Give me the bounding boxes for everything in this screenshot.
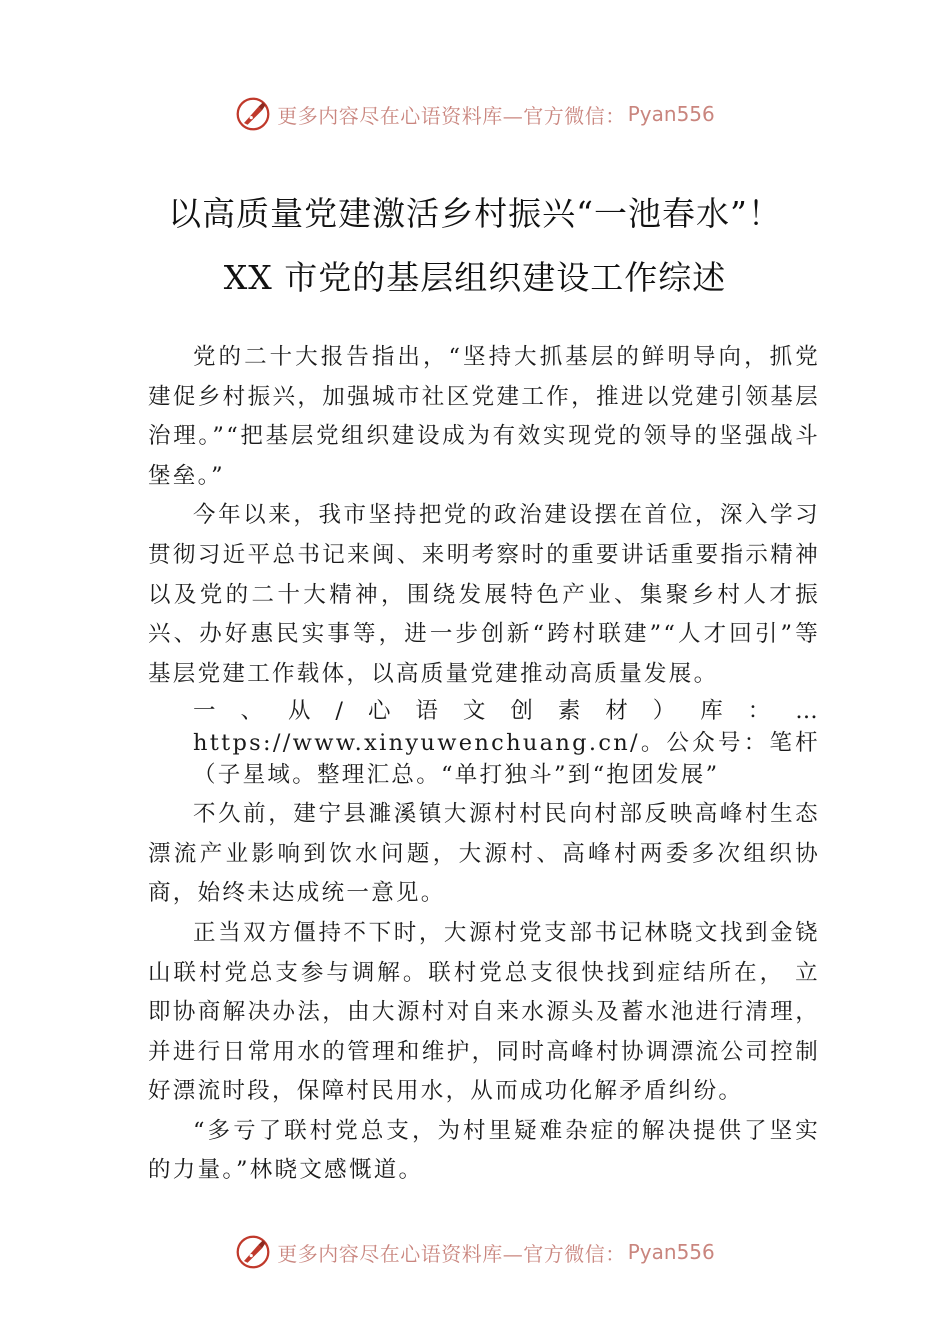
- footer-banner-text: 更多内容尽在心语资料库—官方微信：: [277, 1241, 626, 1266]
- page-title-line-2: XX 市党的基层组织建设工作综述: [223, 258, 727, 297]
- header-banner: [0, 94, 950, 134]
- page-title-line-1: 以高质量党建激活乡村振兴“一池春水”！: [168, 194, 782, 233]
- footer-wechat-id: Pyan556: [627, 1240, 715, 1264]
- footer-banner: [0, 1232, 950, 1272]
- paragraph-1: 党的二十大报告指出，“坚持大抓基层的鲜明导向，抓党建促乡村振兴，加强城市社区党建工作，推进以党建引领基层治理。”“把基层党组织建设成为有效实现党的领导的坚强战斗堡垒。”: [148, 344, 820, 489]
- pen-nib-logo-icon: [235, 1234, 271, 1270]
- paragraph-4: 正当双方僵持不下时，大源村党支部书记林晓文找到金铙山联村党总支参与调解。联村党总支很快找到症结所在， 立即协商解决办法，由大源村对自来水源头及蓄水池进行清理，并进行日常用水的管理和维护，同时高峰村协调漂流公司控制好漂流时段，保障村民用水，从而成功化解矛盾纠纷。: [148, 919, 820, 1105]
- paragraph-3: 不久前，建宁县濉溪镇大源村村民向村部反映高峰村生态漂流产业影响到饮水问题，大源村、高峰村两委多次组织协商，始终未达成统一意见。: [148, 801, 820, 907]
- paragraph-2: 今年以来，我市坚持把党的政治建设摆在首位，深入学习贯彻习近平总书记来闽、来明考察时的重要讲话重要指示精神以及党的二十大精神，围绕发展特色产业、集聚乡村人才振兴、办好惠民实事等，进一步创新“跨村联建”“人才回引”等基层党建工作载体，以高质量党建推动高质量发展。: [148, 502, 820, 687]
- header-wechat-id: Pyan556: [627, 102, 715, 126]
- header-banner-text: 更多内容尽在心语资料库—官方微信：: [277, 103, 626, 128]
- section-heading-1: 一、从/心语文创素材）库：…https://www.xinyuwenchuang.cn/。公众号：笔杆（子星域。整理汇总。“单打独斗”到“抱团发展”: [193, 698, 820, 788]
- paragraph-5: “多亏了联村党总支，为村里疑难杂症的解决提供了坚实的力量。”林晓文感慨道。: [148, 1117, 820, 1184]
- pen-nib-logo-icon: [235, 96, 271, 132]
- article-body: [148, 338, 820, 1191]
